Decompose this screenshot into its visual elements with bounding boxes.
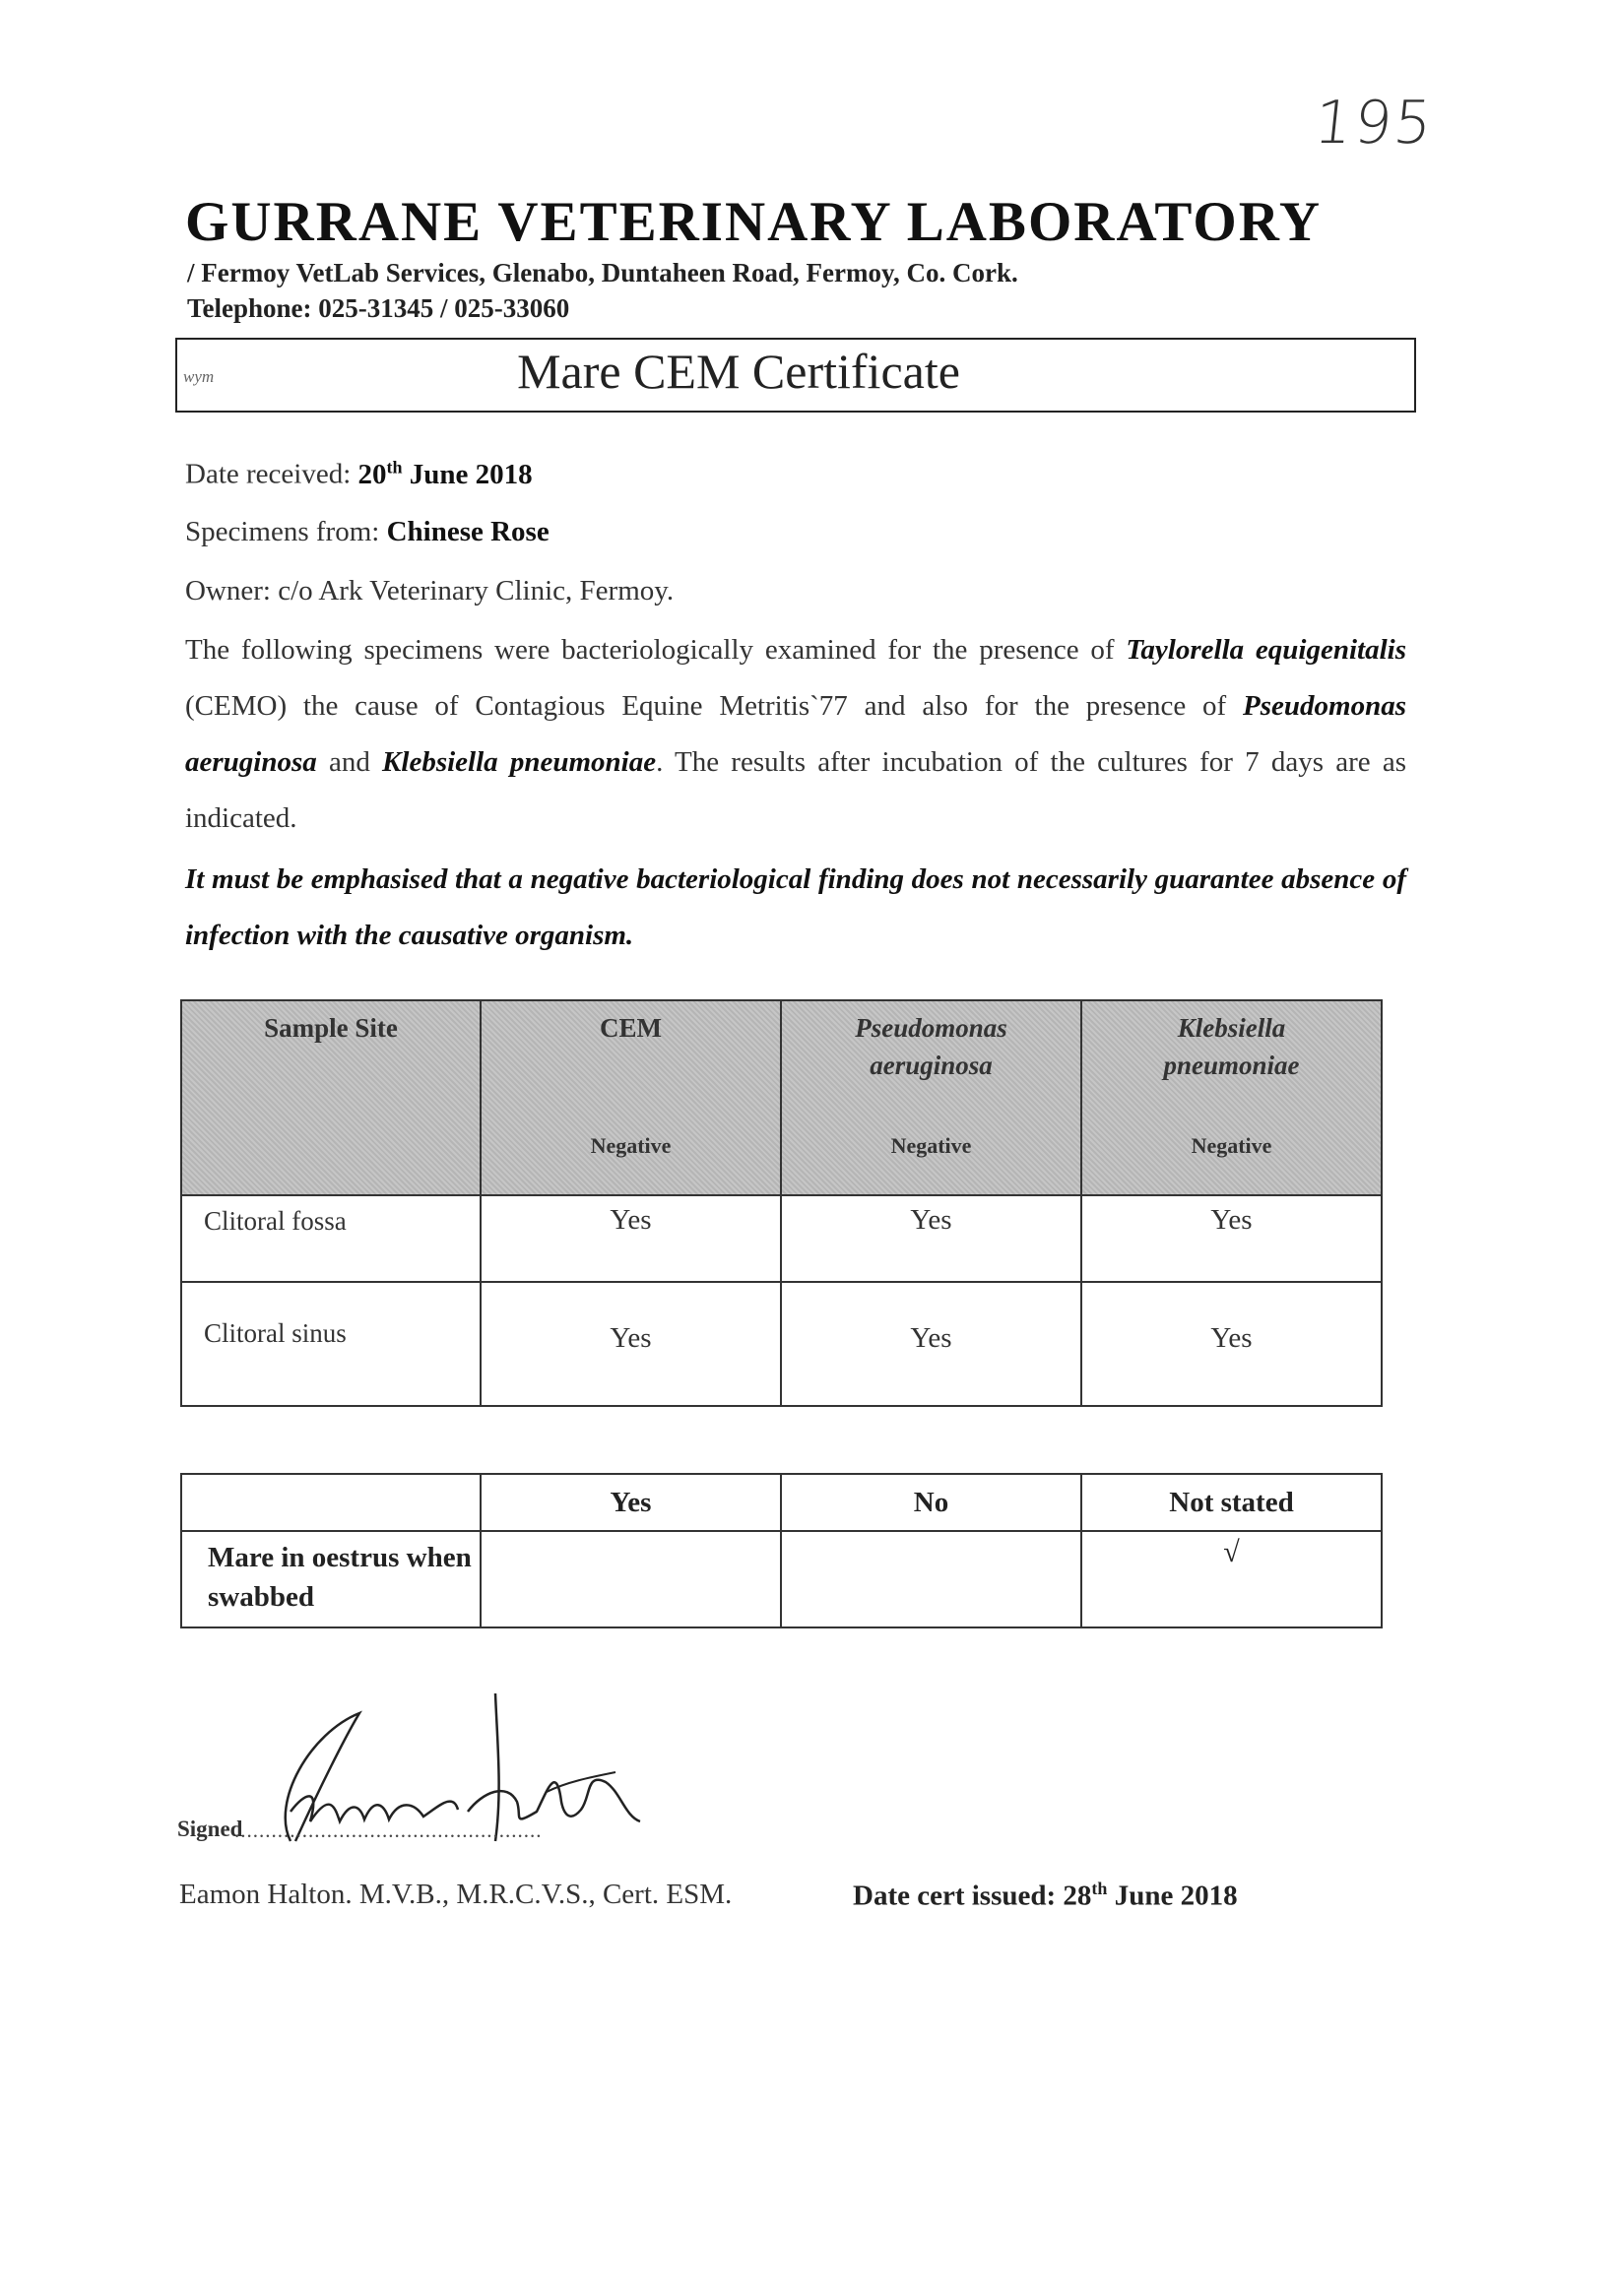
owner-value: c/o Ark Veterinary Clinic, Fermoy. [278, 575, 675, 606]
oestrus-no-cell [781, 1531, 1081, 1627]
signer-name: Eamon Halton. M.V.B., M.R.C.V.S., Cert. ESM. [179, 1879, 733, 1910]
organism-klebsiella: Klebsiella pneumoniae [382, 746, 657, 778]
oestrus-yes-cell [481, 1531, 781, 1627]
specimens-value: Chinese Rose [386, 516, 550, 547]
row-klebsiella: Yes [1081, 1282, 1382, 1406]
table-row [181, 1195, 1382, 1282]
oestrus-header-no: No [781, 1474, 1081, 1531]
issued-suffix: th [1091, 1879, 1108, 1898]
paragraph-text-3: and [316, 746, 383, 778]
row-pseudomonas: Yes [781, 1195, 1081, 1282]
row-cem: Yes [481, 1195, 781, 1282]
organism-taylorella: Taylorella equigenitalis [1126, 634, 1406, 666]
signature-line: .................................................. [234, 1818, 543, 1842]
owner [185, 575, 674, 607]
oestrus-not-stated-cell: √ [1081, 1531, 1382, 1627]
issued-day: 28 [1063, 1880, 1092, 1912]
oestrus-table [180, 1473, 1383, 1628]
issued-label: Date cert issued: [853, 1880, 1057, 1912]
date-received-rest: June 2018 [409, 458, 533, 490]
header-pseudomonas-label: Pseudomonas aeruginosa [855, 1013, 1007, 1080]
oestrus-row [181, 1531, 1382, 1627]
date-cert-issued [853, 1879, 1238, 1913]
header-pseudomonas-negative: Negative [890, 1133, 972, 1158]
results-header-row [181, 1000, 1382, 1195]
date-received-label: Date received: [185, 458, 352, 490]
row-site: Clitoral fossa [181, 1195, 481, 1282]
specimens-from [185, 516, 550, 548]
date-received [185, 457, 533, 491]
paragraph-text-2: (CEMO) the cause of Contagious Equine Metritis`77 and also for the presence of [185, 690, 1244, 722]
results-table [180, 999, 1383, 1407]
header-pseudomonas [781, 1000, 1081, 1195]
header-klebsiella-negative: Negative [1191, 1133, 1272, 1158]
paragraph-text-4: . The results after incubation of the cultures for 7 days are as indicated. [185, 746, 1406, 834]
date-received-day: 20 [357, 458, 387, 490]
examination-paragraph [185, 622, 1406, 847]
lab-telephone: Telephone: 025-31345 / 025-33060 [187, 293, 570, 323]
owner-label: Owner: [185, 575, 271, 606]
header-klebsiella [1081, 1000, 1382, 1195]
certificate-mark: wym [183, 367, 215, 386]
oestrus-header-row [181, 1474, 1382, 1531]
header-sample-site [181, 1000, 481, 1195]
specimens-label: Specimens from: [185, 516, 380, 547]
row-klebsiella: Yes [1081, 1195, 1382, 1282]
paragraph-text-1: The following specimens were bacteriologically examined for the presence of [185, 634, 1127, 666]
lab-name: GURRANE VETERINARY LABORATORY [185, 191, 1323, 253]
row-pseudomonas: Yes [781, 1282, 1081, 1406]
header-cem [481, 1000, 781, 1195]
header-cem-label: CEM [600, 1013, 662, 1043]
oestrus-row-label: Mare in oestrus when swabbed [181, 1531, 481, 1627]
header-klebsiella-label: Klebsiella pneumoniae [1163, 1013, 1300, 1080]
oestrus-header-blank [181, 1474, 481, 1531]
signed-label: Signed [177, 1817, 243, 1841]
certificate-title: Mare CEM Certificate [517, 344, 960, 399]
table-row [181, 1282, 1382, 1406]
header-sample-site-label: Sample Site [264, 1013, 398, 1043]
date-received-suffix: th [386, 457, 403, 477]
issued-rest: June 2018 [1114, 1880, 1238, 1912]
lab-address: / Fermoy VetLab Services, Glenabo, Duntaheen Road, Fermoy, Co. Cork. [187, 258, 1018, 287]
page-number: 195 [1311, 89, 1438, 158]
row-site: Clitoral sinus [181, 1282, 481, 1406]
row-cem: Yes [481, 1282, 781, 1406]
oestrus-header-not-stated: Not stated [1081, 1474, 1382, 1531]
organism-pseudomonas: Pseudomonas aeruginosa [185, 690, 1406, 778]
disclaimer-paragraph: It must be emphasised that a negative bacteriological finding does not necessarily guarantee absence of infection with the causative organism. [185, 863, 1406, 951]
oestrus-header-yes: Yes [481, 1474, 781, 1531]
header-cem-negative: Negative [590, 1133, 672, 1158]
